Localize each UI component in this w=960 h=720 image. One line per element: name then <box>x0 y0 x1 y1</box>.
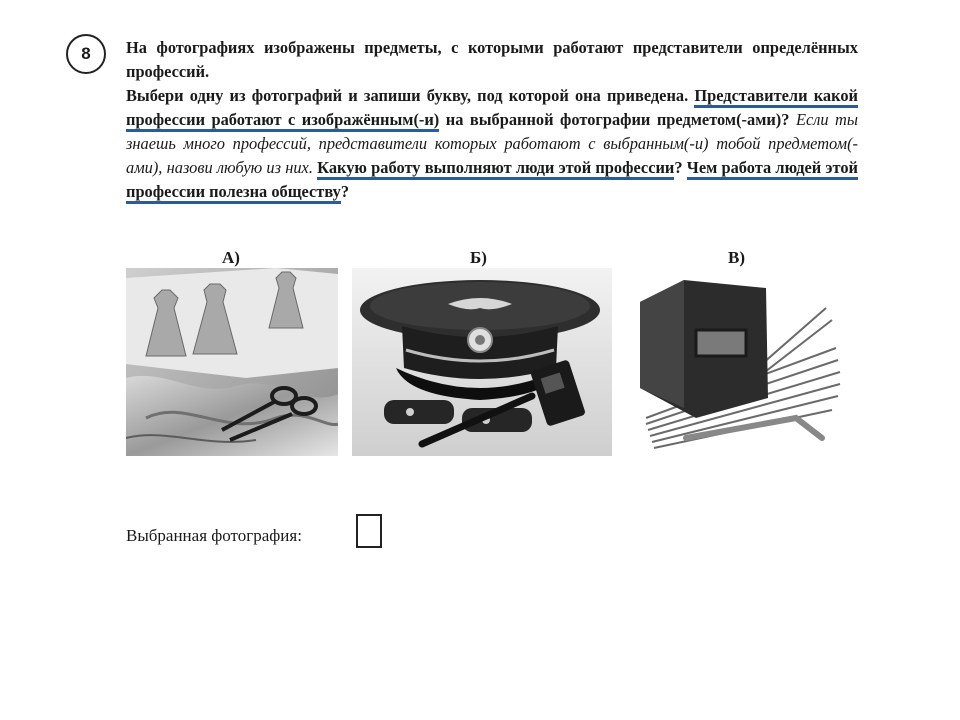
task-paragraph-2: Выбери одну из фотографий и запиши букву, под которой она приведена. Представители какой профессии работают с изображённым(-и) на выбранной фотографии предметом(-ами)? Если ты знаешь много профессий, представители которых работают с выбранным(-и) тобой предметом(-ами), назови любую из них. Какую работу выполняют люди этой профессии? Чем работа людей этой профессии полезна обществу? <box>126 84 858 204</box>
task-choose-text: Выбери одну из фотографий и запиши букву, под которой она приведена. <box>126 86 695 105</box>
question-usefulness-start: Чем работа людей этой <box>687 158 858 180</box>
answer-input-box[interactable] <box>356 514 382 548</box>
task-object-text: на выбранной фотографии предметом(-ами)? <box>439 110 790 129</box>
photo-label-v: В) <box>728 248 745 267</box>
task-hint-text: Если ты знаешь много профессий, представители которых работают с выбранным(-и) тобой предметом(-ами), назови любую из них. <box>126 110 858 177</box>
photo-b-police[interactable] <box>352 268 612 456</box>
task-number-circle <box>66 34 106 74</box>
photo-a-sewing[interactable] <box>126 268 338 456</box>
photo-label-b: Б) <box>470 248 487 267</box>
task-number: 8 <box>81 44 91 63</box>
sewing-image <box>126 268 338 456</box>
welding-image <box>626 268 844 456</box>
photo-label-a: А) <box>222 248 240 267</box>
answer-label: Выбранная фотография: <box>126 526 302 545</box>
photo-v-welding[interactable] <box>626 268 844 456</box>
question-usefulness-end: профессии полезна обществу <box>126 182 341 204</box>
police-image <box>352 268 612 456</box>
task-instructions <box>126 36 858 204</box>
question-profession: Представители какой профессии работают с изображённым(-и) <box>126 86 858 132</box>
task-paragraph-1: На фотографиях изображены предметы, с которыми работают представители определённых профессий. <box>126 38 858 81</box>
question-work: Какую работу выполняют люди этой профессии <box>317 158 674 180</box>
